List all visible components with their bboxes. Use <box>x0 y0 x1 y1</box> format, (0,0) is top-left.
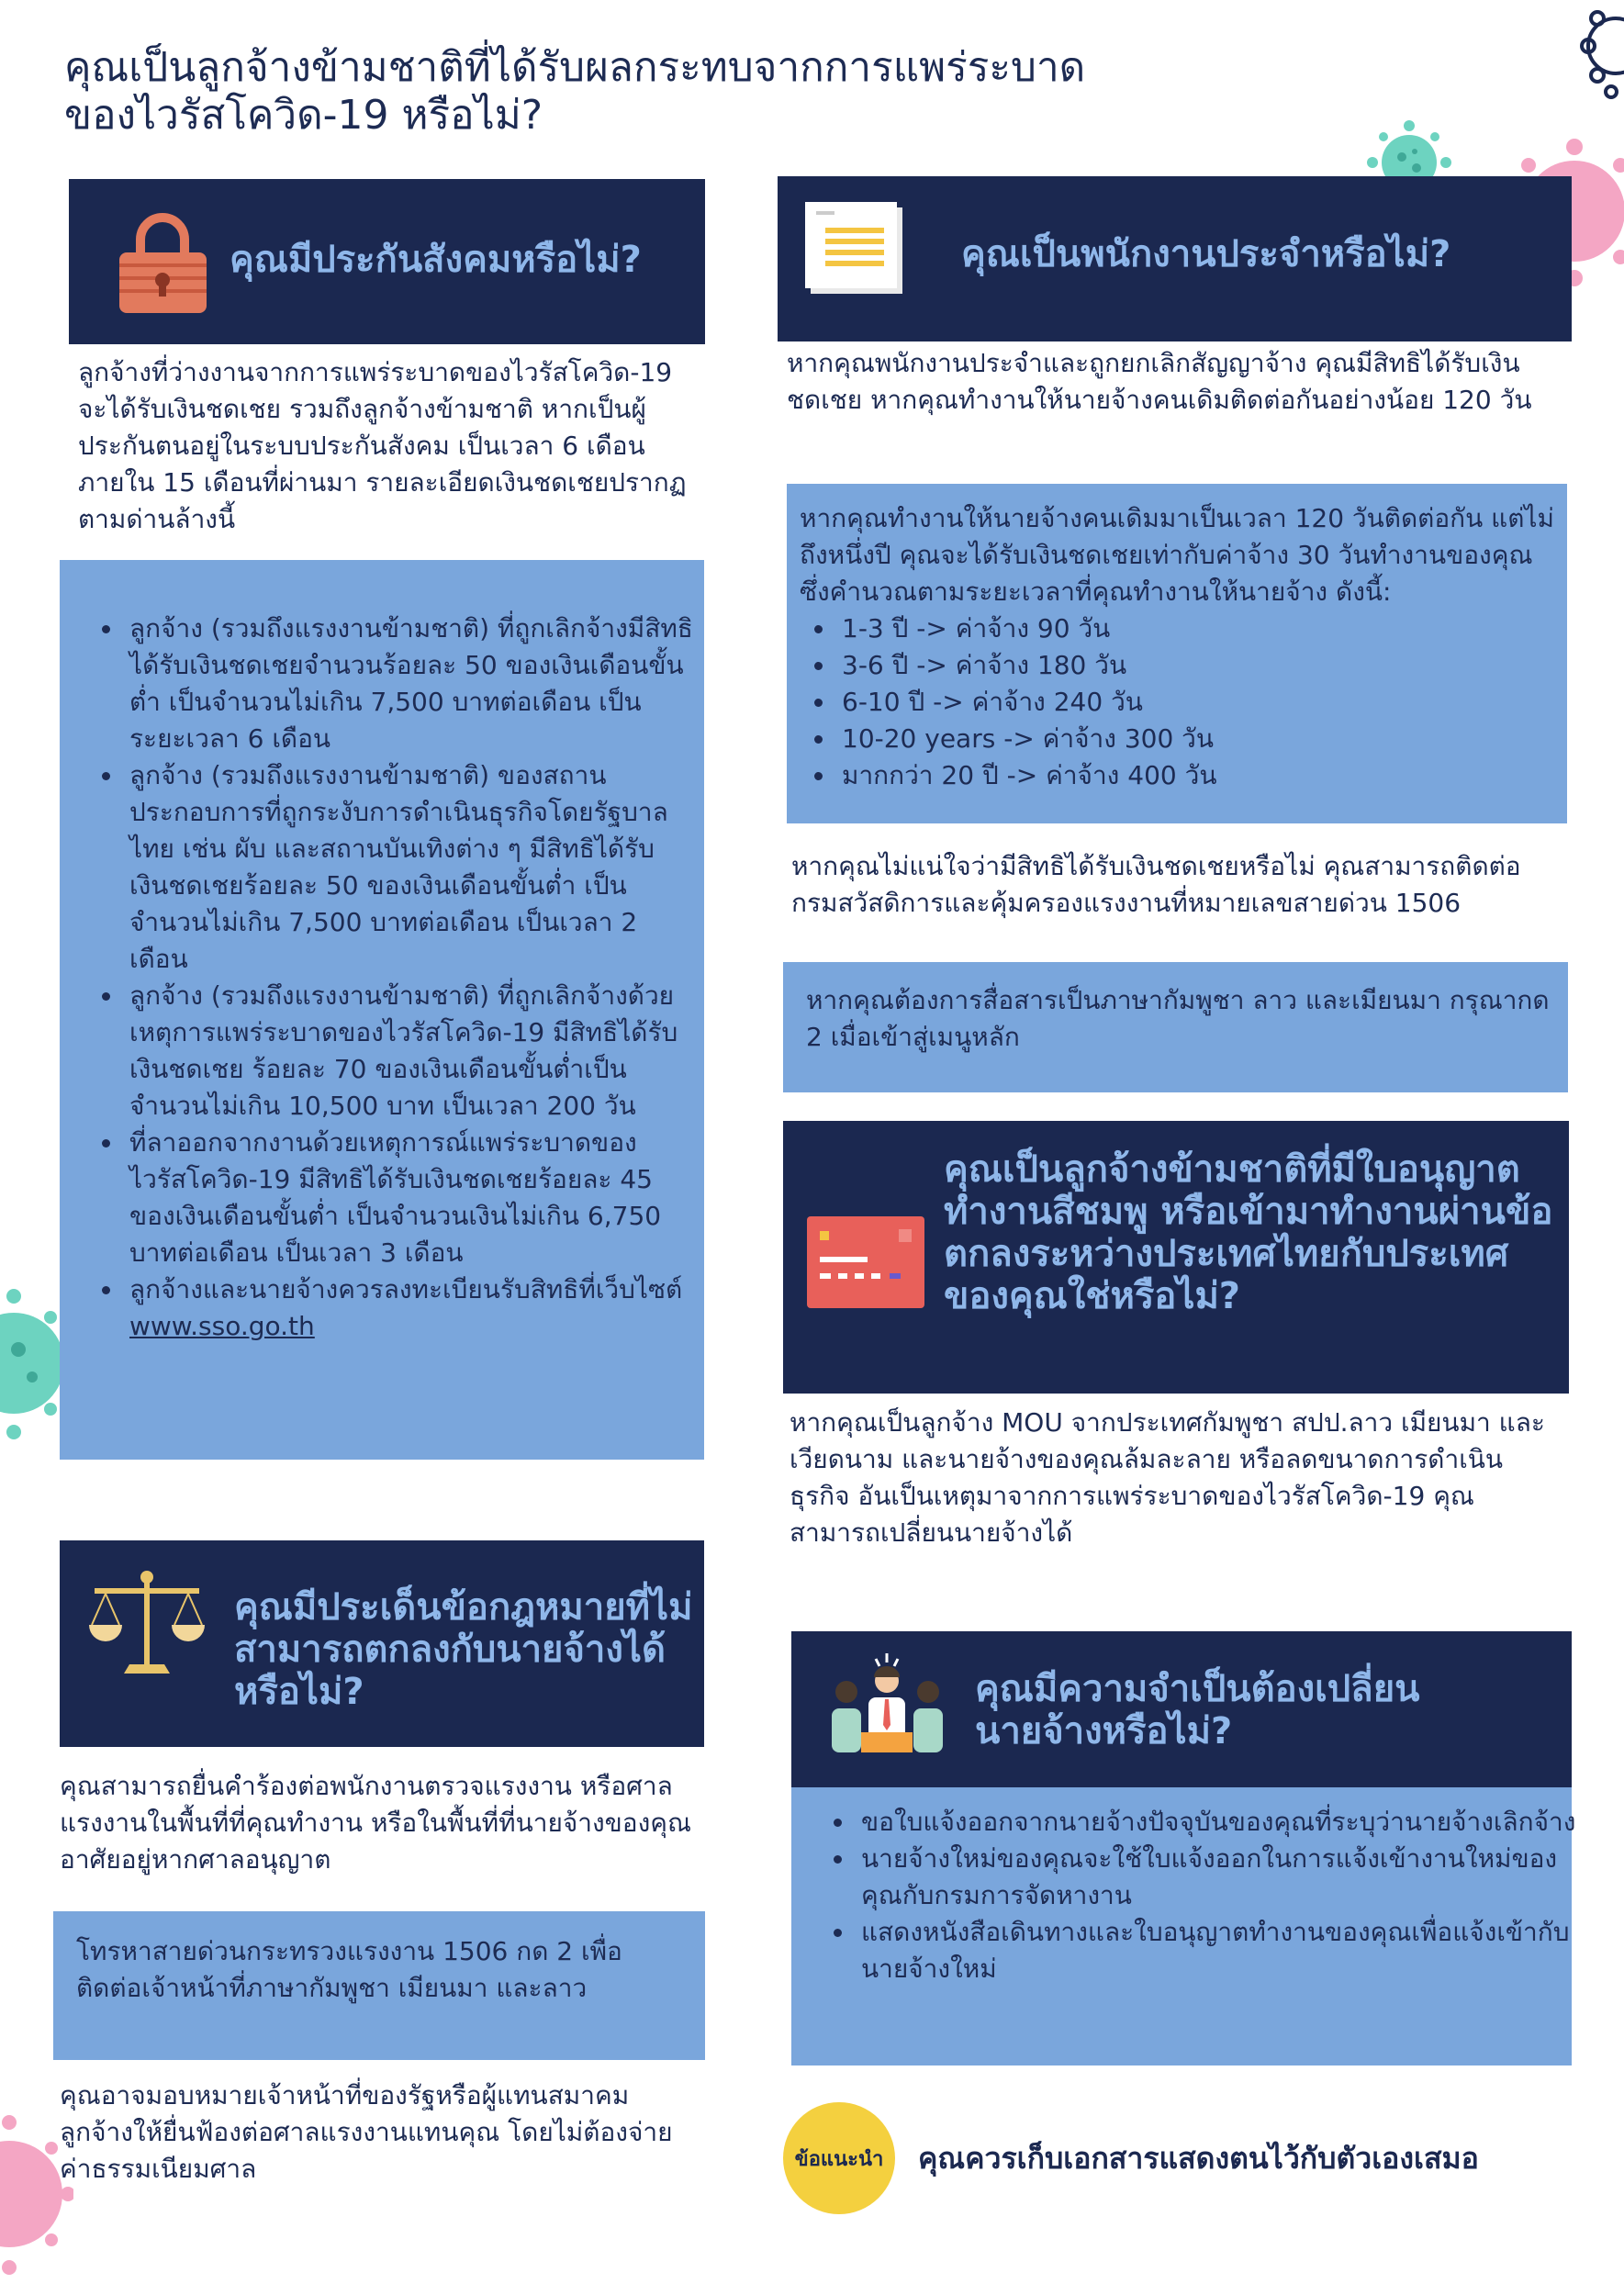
work-permit-card-icon <box>807 1216 924 1308</box>
language-option-text: หากคุณต้องการสื่อสารเป็นภาษากัมพูชา ลาว และเมียนมา กรุณากด 2 เมื่อเข้าสู่เมนูหลัก <box>806 985 1550 1052</box>
list-item <box>124 1271 693 1345</box>
list-item: • ลูกจ้าง (รวมถึงแรงงานข้ามชาติ) ที่ถูกเลิกจ้างด้วยเหตุการแพร่ระบาดของไวรัสโควิด-19 มีสิทธิได้รับเงินชดเชย ร้อยละ 70 ของเงินเดือนขั้นต่ำเป็นจำนวนไม่เกิน 10,500 บาท เป็นเวลา 200 วัน <box>124 978 693 1125</box>
list-item: • ลูกจ้าง (รวมถึงแรงงานข้ามชาติ) ที่ถูกเลิกจ้างมีสิทธิได้รับเงินชดเชยจำนวนร้อยละ 50 ของเงินเดือนขั้นต่ำ เป็นจำนวนไม่เกิน 7,500 บาทต่อเดือน เป็นระยะเวลา 6 เดือน <box>124 610 693 757</box>
pink-card-header <box>783 1121 1569 1394</box>
social-security-benefits-box <box>60 560 704 1460</box>
social-security-benefits-list <box>87 610 693 1345</box>
severance-pay-intro: หากคุณทำงานให้นายจ้างคนเดิมมาเป็นเวลา 120 วันติดต่อกัน แต่ไม่ถึงหนึ่งปี คุณจะได้รับเงินชดเชยเท่ากับค่าจ้าง 30 วันทำงานของคุณซึ่งคำนวณตามระยะเวลาที่คุณทำงานให้นายจ้าง ดังนี้: <box>800 503 1554 607</box>
people-group-icon <box>830 1651 945 1757</box>
tip-text: คุณควรเก็บเอกสารแสดงตนไว้กับตัวเองเสมอ <box>918 2141 1479 2176</box>
mou-worker-paragraph: หากคุณเป็นลูกจ้าง MOU จากประเทศกัมพูชา สปป.ลาว เมียนมา และเวียดนาม และนายจ้างของคุณล้มละลาย หรือลดขนาดการดำเนินธุรกิจ อันเป็นเหตุมาจากการแพร่ระบาดของไวรัสโควิด-19 คุณสามารถเปลี่ยนนายจ้างได้ <box>790 1407 1545 1548</box>
pink-card-heading: คุณเป็นลูกจ้างข้ามชาติที่มีใบอนุญาตทำงานสีชมพู หรือเข้ามาทำงานผ่านข้อตกลงระหว่างประเทศไทยกับประเทศของคุณใช่หรือไม่? <box>944 1148 1553 1317</box>
social-security-header <box>69 179 705 344</box>
labour-protection-hotline-text: หากคุณไม่แน่ใจว่ามีสิทธิได้รับเงินชดเชยหรือไม่ คุณสามารถติดต่อกรมสวัสดิการและคุ้มครองแรงงานที่หมายเลขสายด่วน 1506 <box>791 851 1521 918</box>
list-item: • 10-20 years -> ค่าจ้าง 300 วัน <box>836 721 1571 757</box>
permanent-employee-header <box>778 176 1572 341</box>
ministry-hotline-text: โทรหาสายด่วนกระทรวงแรงงาน 1506 กด 2 เพื่อติดต่อเจ้าหน้าที่ภาษากัมพูชา เมียนมา และลาว <box>76 1936 622 2003</box>
tip-badge-label: ข้อแนะนำ <box>794 2147 884 2171</box>
registration-text: ลูกจ้างและนายจ้างควรลงทะเบียนรับสิทธิที่เว็บไซต์ <box>129 1274 683 1304</box>
change-employer-header <box>791 1631 1572 1787</box>
severance-pay-list <box>800 610 1571 794</box>
legal-issue-heading: คุณมีประเด็นข้อกฎหมายที่ไม่สามารถตกลงกับนายจ้างได้หรือไม่? <box>234 1586 693 1713</box>
list-item: • 3-6 ปี -> ค่าจ้าง 180 วัน <box>836 647 1571 684</box>
lock-icon <box>115 207 211 317</box>
list-item: • ที่ลาออกจากงานด้วยเหตุการณ์แพร่ระบาดของไวรัสโควิด-19 มีสิทธิได้รับเงินชดเชยร้อยละ 45 ของเงินเดือนขั้นต่ำ เป็นจำนวนเงินไม่เกิน 6,750 บาทต่อเดือน เป็นเวลา 3 เดือน <box>124 1125 693 1271</box>
list-item: • 1-3 ปี -> ค่าจ้าง 90 วัน <box>836 610 1571 647</box>
language-option-box <box>783 962 1568 1092</box>
page-title-line1: คุณเป็นลูกจ้างข้ามชาติที่ได้รับผลกระทบจากการแพร่ระบาด <box>64 44 1086 91</box>
list-item: • นายจ้างใหม่ของคุณจะใช้ใบแจ้งออกในการแจ้งเข้างานใหม่ของคุณกับกรมการจัดหางาน <box>856 1841 1581 1914</box>
list-item: • มากกว่า 20 ปี -> ค่าจ้าง 400 วัน <box>836 757 1571 794</box>
list-item: • ลูกจ้าง (รวมถึงแรงงานข้ามชาติ) ของสถานประกอบการที่ถูกระงับการดำเนินธุรกิจโดยรัฐบาลไทย เช่น ผับ และสถานบันเทิงต่าง ๆ มีสิทธิได้รับเงินชดเชยร้อยละ 50 ของเงินเดือนขั้นต่ำ เป็นจำนวนไม่เกิน 7,500 บาทต่อเดือน เป็นเวลา 2 เดือน <box>124 757 693 978</box>
list-item: • แสดงหนังสือเดินทางและใบอนุญาตทำงานของคุณเพื่อแจ้งเข้ากับนายจ้างใหม่ <box>856 1914 1581 1987</box>
page-title-line2: ของไวรัสโควิด-19 หรือไม่? <box>64 92 543 139</box>
change-employer-steps-list <box>819 1804 1581 1987</box>
scales-of-justice-icon <box>87 1568 207 1687</box>
severance-pay-box <box>787 484 1567 823</box>
legal-filing-paragraph: คุณสามารถยื่นคำร้องต่อพนักงานตรวจแรงงาน หรือศาลแรงงานในพื้นที่ที่คุณทำงาน หรือในพื้นที่ที่นายจ้างของคุณอาศัยอยู่หากศาลอนุญาต <box>60 1771 691 1875</box>
change-employer-steps-box <box>791 1787 1576 2066</box>
sso-website-link[interactable]: www.sso.go.th <box>129 1311 315 1341</box>
tip-badge <box>783 2102 895 2214</box>
social-security-heading: คุณมีประกันสังคมหรือไม่? <box>230 239 642 281</box>
ministry-hotline-box <box>53 1911 705 2060</box>
document-icon <box>805 202 906 294</box>
social-security-intro: ลูกจ้างที่ว่างงานจากการแพร่ระบาดของไวรัสโควิด-19 จะได้รับเงินชดเชย รวมถึงลูกจ้างข้ามชาติ หากเป็นผู้ประกันตนอยู่ในระบบประกันสังคม เป็นเวลา 6 เดือน ภายใน 15 เดือนที่ผ่านมา รายละเอียดเงินชดเชยปรากฏตามด่านล้างนี้ <box>78 357 687 534</box>
permanent-employee-intro: หากคุณพนักงานประจำและถูกยกเลิกสัญญาจ้าง คุณมีสิทธิได้รับเงินชดเชย หากคุณทำงานให้นายจ้างคนเดิมติดต่อกันอย่างน้อย 120 วัน <box>787 348 1532 415</box>
legal-issue-header <box>60 1540 704 1747</box>
legal-representation-paragraph: คุณอาจมอบหมายเจ้าหน้าที่ของรัฐหรือผู้แทนสมาคมลูกจ้างให้ยื่นฟ้องต่อศาลแรงงานแทนคุณ โดยไม่ต้องจ่ายค่าธรรมเนียมศาล <box>60 2080 673 2184</box>
page-title <box>64 44 1258 140</box>
virus-decoration-top-right-outline <box>1561 0 1624 101</box>
permanent-employee-heading: คุณเป็นพนักงานประจำหรือไม่? <box>961 233 1451 275</box>
list-item: • ขอใบแจ้งออกจากนายจ้างปัจจุบันของคุณที่ระบุว่านายจ้างเลิกจ้าง <box>856 1804 1581 1841</box>
list-item: • 6-10 ปี -> ค่าจ้าง 240 วัน <box>836 684 1571 721</box>
change-employer-heading: คุณมีความจำเป็นต้องเปลี่ยนนายจ้างหรือไม่? <box>975 1668 1420 1752</box>
